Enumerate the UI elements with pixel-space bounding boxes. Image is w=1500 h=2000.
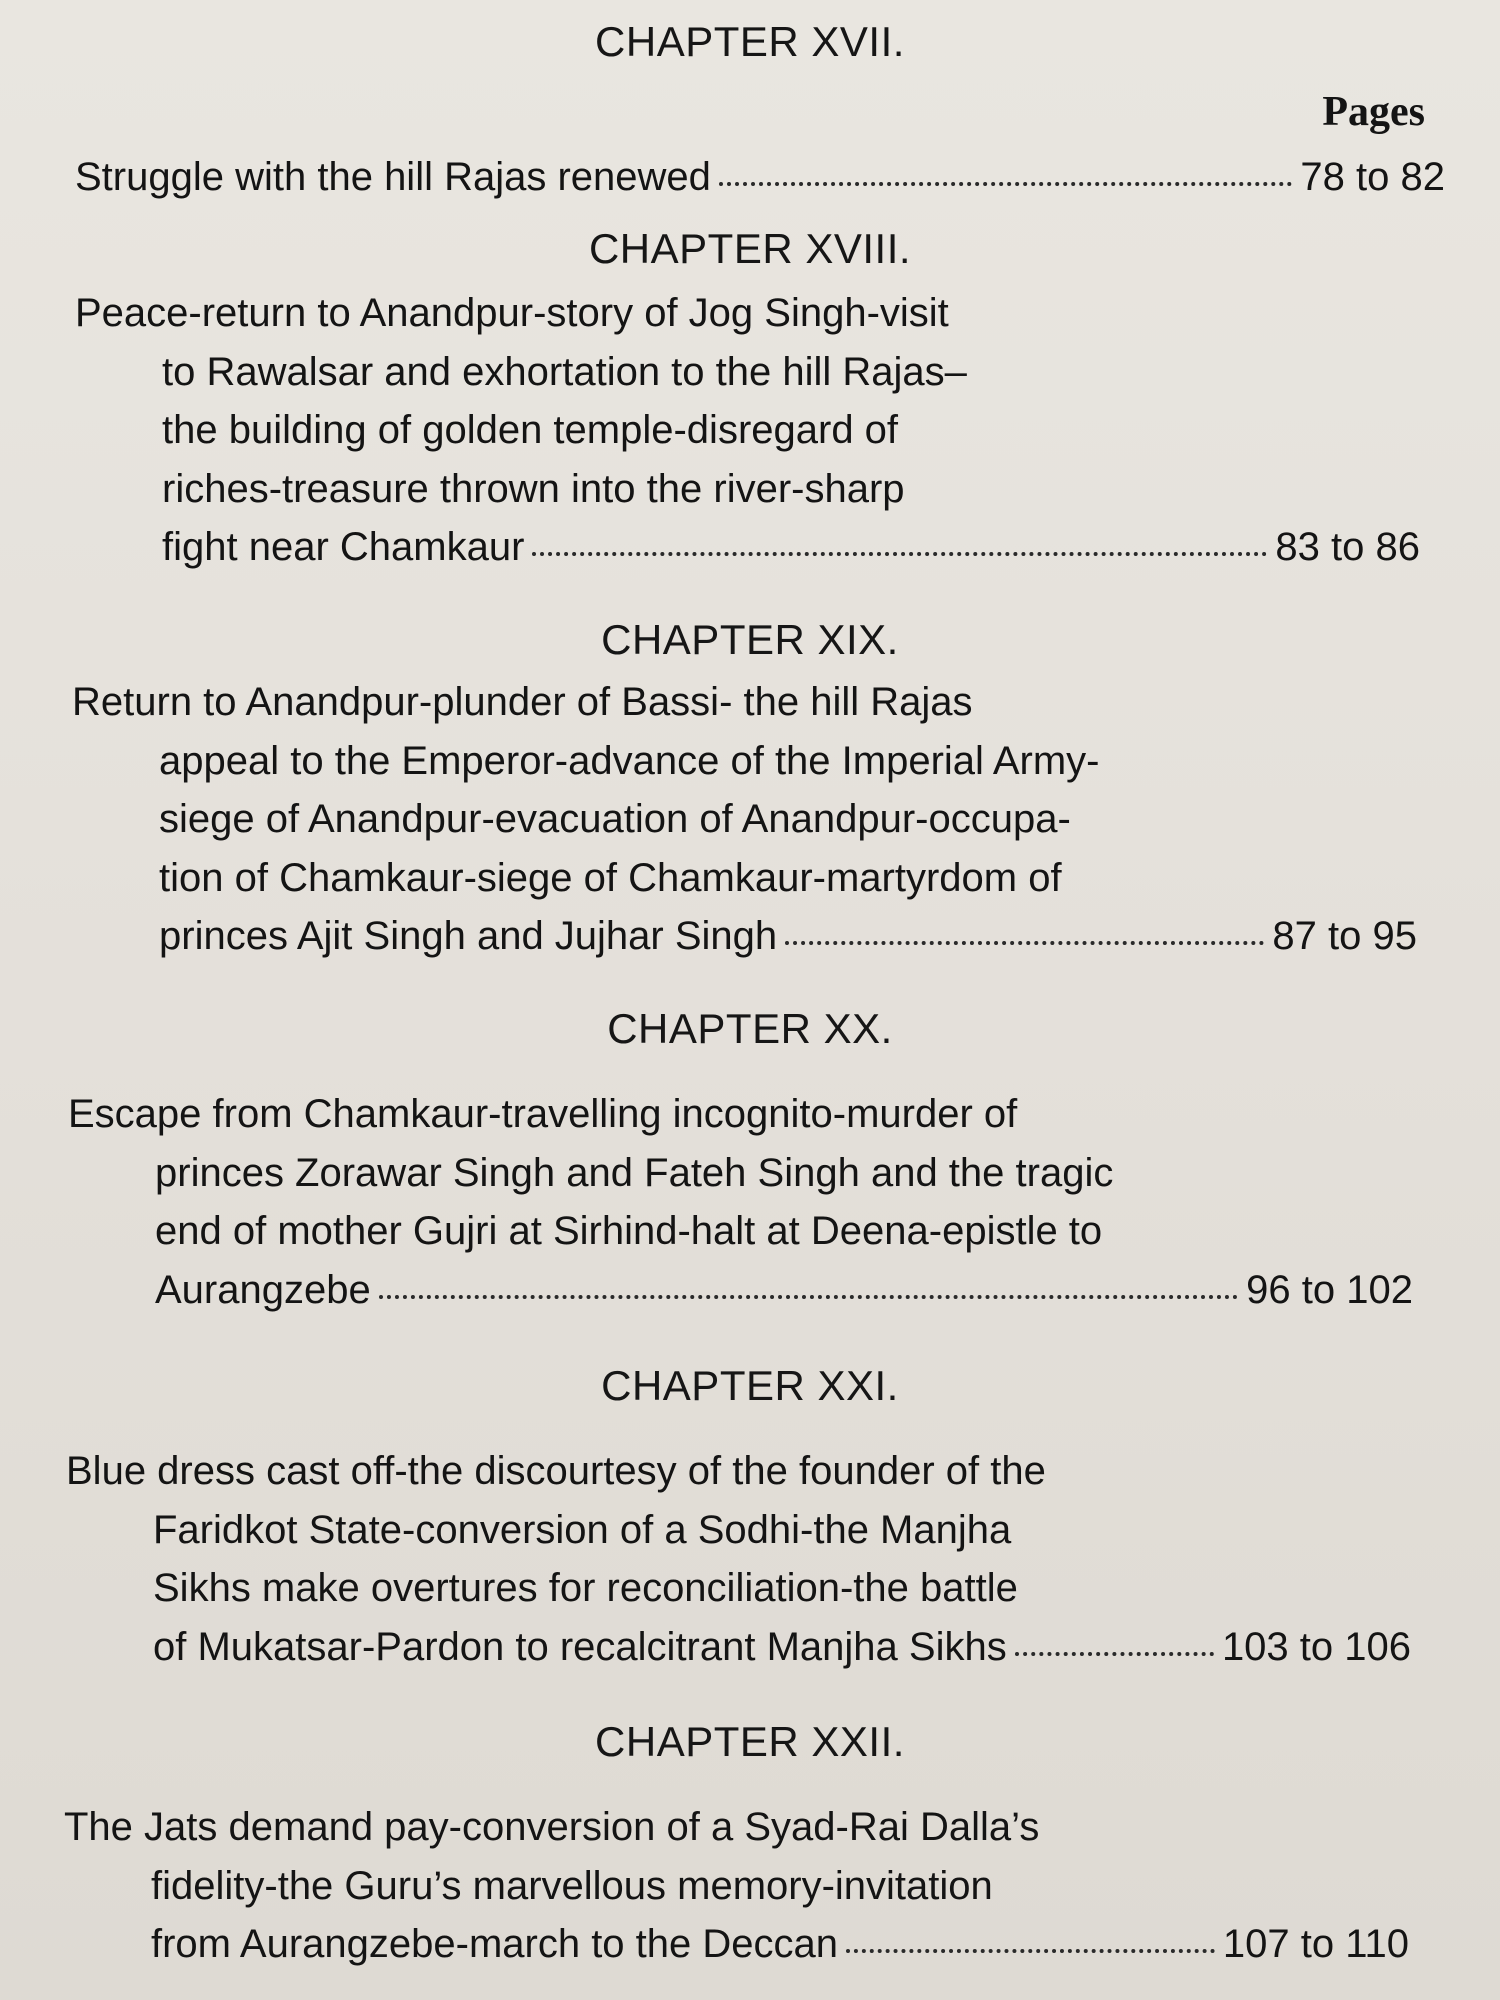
toc-entry-xxi[interactable] bbox=[66, 1442, 1411, 1676]
toc-entry-xvii[interactable] bbox=[75, 148, 1445, 207]
chapter-heading-xxii: CHAPTER XXII. bbox=[595, 1718, 905, 1765]
toc-entry-last-line bbox=[68, 1261, 1413, 1320]
toc-entry-line: tion of Chamkaur-siege of Chamkaur-martyrdom of bbox=[159, 855, 1062, 900]
toc-entry-line: Faridkot State-conversion of a Sodhi-the Manjha bbox=[153, 1507, 1012, 1552]
toc-entry-line: end of mother Gujri at Sirhind-halt at Deena-epistle to bbox=[155, 1209, 1103, 1253]
toc-entry-xxii[interactable] bbox=[64, 1798, 1409, 1974]
page-range: 107 to 110 bbox=[1222, 1922, 1409, 1966]
page-range: 103 to 106 bbox=[1221, 1624, 1411, 1669]
toc-entry-text: princes Ajit Singh and Jujhar Singh bbox=[159, 914, 778, 958]
toc-entry-last-line bbox=[66, 1618, 1411, 1677]
dot-leader bbox=[719, 182, 1293, 186]
toc-entry-last-line bbox=[75, 518, 1420, 577]
toc-entry-line: Return to Anandpur-plunder of Bassi- the hill Rajas bbox=[72, 680, 973, 724]
toc-entry-line: to Rawalsar and exhortation to the hill Rajas– bbox=[162, 349, 967, 394]
toc-entry-line: princes Zorawar Singh and Fateh Singh and the tragic bbox=[155, 1150, 1114, 1195]
toc-entry-line: Sikhs make overtures for reconciliation-the battle bbox=[153, 1566, 1018, 1610]
toc-entry-line: The Jats demand pay-conversion of a Syad-Rai Dalla’s bbox=[64, 1805, 1040, 1849]
toc-entry-line: Escape from Chamkaur-travelling incognito-murder of bbox=[68, 1092, 1018, 1136]
pages-column-label: Pages bbox=[1322, 89, 1425, 135]
toc-entry-last-line bbox=[64, 1915, 1409, 1974]
chapter-heading-xix: CHAPTER XIX. bbox=[601, 616, 899, 663]
toc-entry-line: the building of golden temple-disregard of bbox=[162, 408, 899, 452]
toc-entry-line: siege of Anandpur-evacuation of Anandpur-occupa- bbox=[159, 797, 1071, 841]
chapter-heading-xvii: CHAPTER XVII. bbox=[595, 18, 905, 65]
toc-entry-line: appeal to the Emperor-advance of the Imperial Army- bbox=[159, 738, 1100, 783]
toc-entry-xix[interactable] bbox=[72, 673, 1417, 966]
chapter-heading-xxi: CHAPTER XXI. bbox=[601, 1362, 899, 1409]
toc-entry-xx[interactable] bbox=[68, 1085, 1413, 1319]
toc-entry-last-line bbox=[75, 148, 1445, 207]
page-range: 83 to 86 bbox=[1275, 525, 1420, 569]
page-range: 87 to 95 bbox=[1272, 914, 1417, 958]
toc-entry-text: Aurangzebe bbox=[155, 1267, 371, 1312]
dot-leader bbox=[785, 941, 1264, 945]
toc-entry-last-line bbox=[72, 907, 1417, 966]
toc-entry-text: from Aurangzebe-march to the Deccan bbox=[151, 1922, 839, 1966]
toc-entry-line: riches-treasure thrown into the river-sharp bbox=[162, 466, 905, 511]
dot-leader bbox=[379, 1295, 1238, 1299]
toc-entry-text: Struggle with the hill Rajas renewed bbox=[75, 155, 711, 199]
chapter-heading-xviii: CHAPTER XVIII. bbox=[588, 225, 912, 272]
dot-leader bbox=[532, 552, 1267, 556]
dot-leader bbox=[846, 1949, 1215, 1953]
toc-entry-line: Peace-return to Anandpur-story of Jog Singh-visit bbox=[75, 291, 949, 335]
toc-entry-text: fight near Chamkaur bbox=[162, 525, 525, 569]
page-range: 78 to 82 bbox=[1300, 155, 1445, 199]
toc-entry-line: Blue dress cast off-the discourtesy of the founder of the bbox=[66, 1449, 1046, 1493]
toc-entry-text: of Mukatsar-Pardon to recalcitrant Manjha Sikhs bbox=[153, 1624, 1007, 1669]
page-range: 96 to 102 bbox=[1246, 1267, 1413, 1312]
chapter-heading-xx: CHAPTER XX. bbox=[607, 1005, 893, 1052]
toc-entry-xviii[interactable] bbox=[75, 284, 1420, 577]
dot-leader bbox=[1015, 1652, 1214, 1656]
toc-entry-line: fidelity-the Guru’s marvellous memory-invitation bbox=[151, 1863, 993, 1908]
